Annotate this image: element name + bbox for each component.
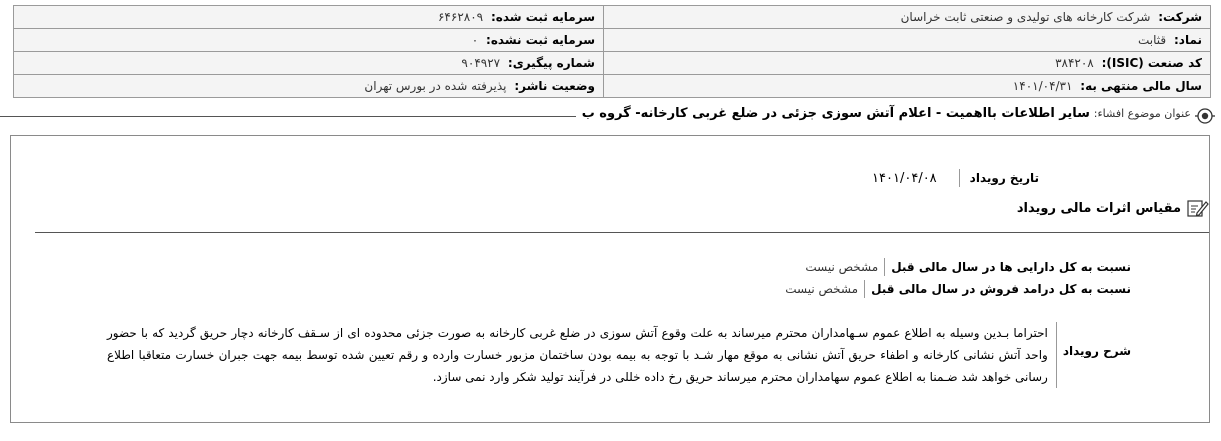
event-description [107, 322, 1131, 388]
symbol-cell [604, 29, 1211, 52]
tracking-label: شماره پیگیری: [507, 56, 595, 70]
publisher-status-value: پذیرفته شده در بورس تهران [364, 79, 507, 93]
company-value: شرکت کارخانه های تولیدی و صنعتی ثابت خراسان [900, 10, 1151, 24]
event-details-panel [10, 135, 1210, 423]
isic-value: ۳۸۴۲۰۸ [1055, 56, 1094, 70]
event-date-label: تاریخ رویداد [969, 171, 1039, 185]
info-row [14, 6, 1211, 29]
assets-ratio-value: مشخص نیست [805, 260, 879, 274]
registered-capital-cell [14, 6, 604, 29]
sales-ratio-value: مشخص نیست [785, 282, 859, 296]
divider [959, 169, 960, 187]
disclosure-subject [0, 105, 1221, 127]
comparison-divider [35, 232, 1209, 233]
tracking-value: ۹۰۴۹۲۷ [461, 56, 501, 70]
unregistered-capital-cell [14, 29, 604, 52]
divider [884, 258, 885, 276]
fiscal-year-cell [604, 75, 1211, 98]
isic-label: کد صنعت (ISIC): [1101, 56, 1202, 70]
registered-capital-value: ۶۴۶۲۸۰۹ [437, 10, 484, 24]
edit-note-icon [1185, 198, 1209, 218]
info-row [14, 75, 1211, 98]
company-cell [604, 6, 1211, 29]
isic-cell [604, 52, 1211, 75]
description-text: احتراما بـدین وسیله به اطلاع عموم سـهامداران محترم میرساند به علت وقوع آتش سوزی در ضلع غربی کارخانه به صورت جزئی محدوده ای از سـقف کارخانه دچار حریق گردید که با حضور واحد آتش نشانی کارخانه و اطفاء حریق آتش نشانی به موقع مهار شـد با توجه به بیمه بودن ساختمان مزبور خسارت وارده و رقم تعیین شده توسط بیمه جهت جبران خسارت متعاقبا اطلاع رسانی خواهد شد ضـمنا به اطلاع عموم سهامداران محترم میرساند حریق رخ داده خللی در فرآیند تولید شکر وارد نمی سازد. [107, 326, 1048, 384]
comparison-title: مقیاس اثرات مالی رویداد [1016, 200, 1181, 216]
subject-label: عنوان موضوع افشاء: [1093, 107, 1191, 120]
fiscal-year-value: ۱۴۰۱/۰۴/۳۱ [1012, 79, 1073, 93]
info-row [14, 29, 1211, 52]
comparison-header [1017, 198, 1209, 218]
divider [1056, 322, 1057, 388]
registered-capital-label: سرمایه ثبت شده: [490, 10, 595, 24]
fiscal-year-label: سال مالی منتهی به: [1080, 79, 1202, 93]
info-row [14, 52, 1211, 75]
symbol-label: نماد: [1173, 33, 1202, 47]
symbol-value: قثابت [1138, 33, 1167, 47]
target-icon [1195, 106, 1215, 126]
assets-ratio-label: نسبت به کل دارایی ها در سال مالی قبل [891, 260, 1131, 274]
unregistered-capital-value: ۰ [471, 33, 479, 47]
tracking-cell [14, 52, 604, 75]
company-label: شرکت: [1158, 10, 1202, 24]
event-date-value: ۱۴۰۱/۰۴/۰۸ [872, 170, 937, 186]
publisher-status-label: وضعیت ناشر: [514, 79, 595, 93]
subject-text [576, 106, 1191, 121]
sales-ratio-row [785, 280, 1131, 298]
subject-value: سایر اطلاعات بااهمیت - اعلام آتش سوزی جزئی در ضلع غربی کارخانه- گروه ب [581, 106, 1090, 121]
unregistered-capital-label: سرمایه ثبت نشده: [486, 33, 595, 47]
company-info-table [13, 5, 1211, 98]
publisher-status-cell [14, 75, 604, 98]
assets-ratio-row [805, 258, 1131, 276]
event-date-row [872, 169, 1039, 187]
description-label: شرح رویداد [1062, 344, 1131, 358]
sales-ratio-label: نسبت به کل درامد فروش در سال مالی قبل [871, 282, 1131, 296]
divider [864, 280, 865, 298]
